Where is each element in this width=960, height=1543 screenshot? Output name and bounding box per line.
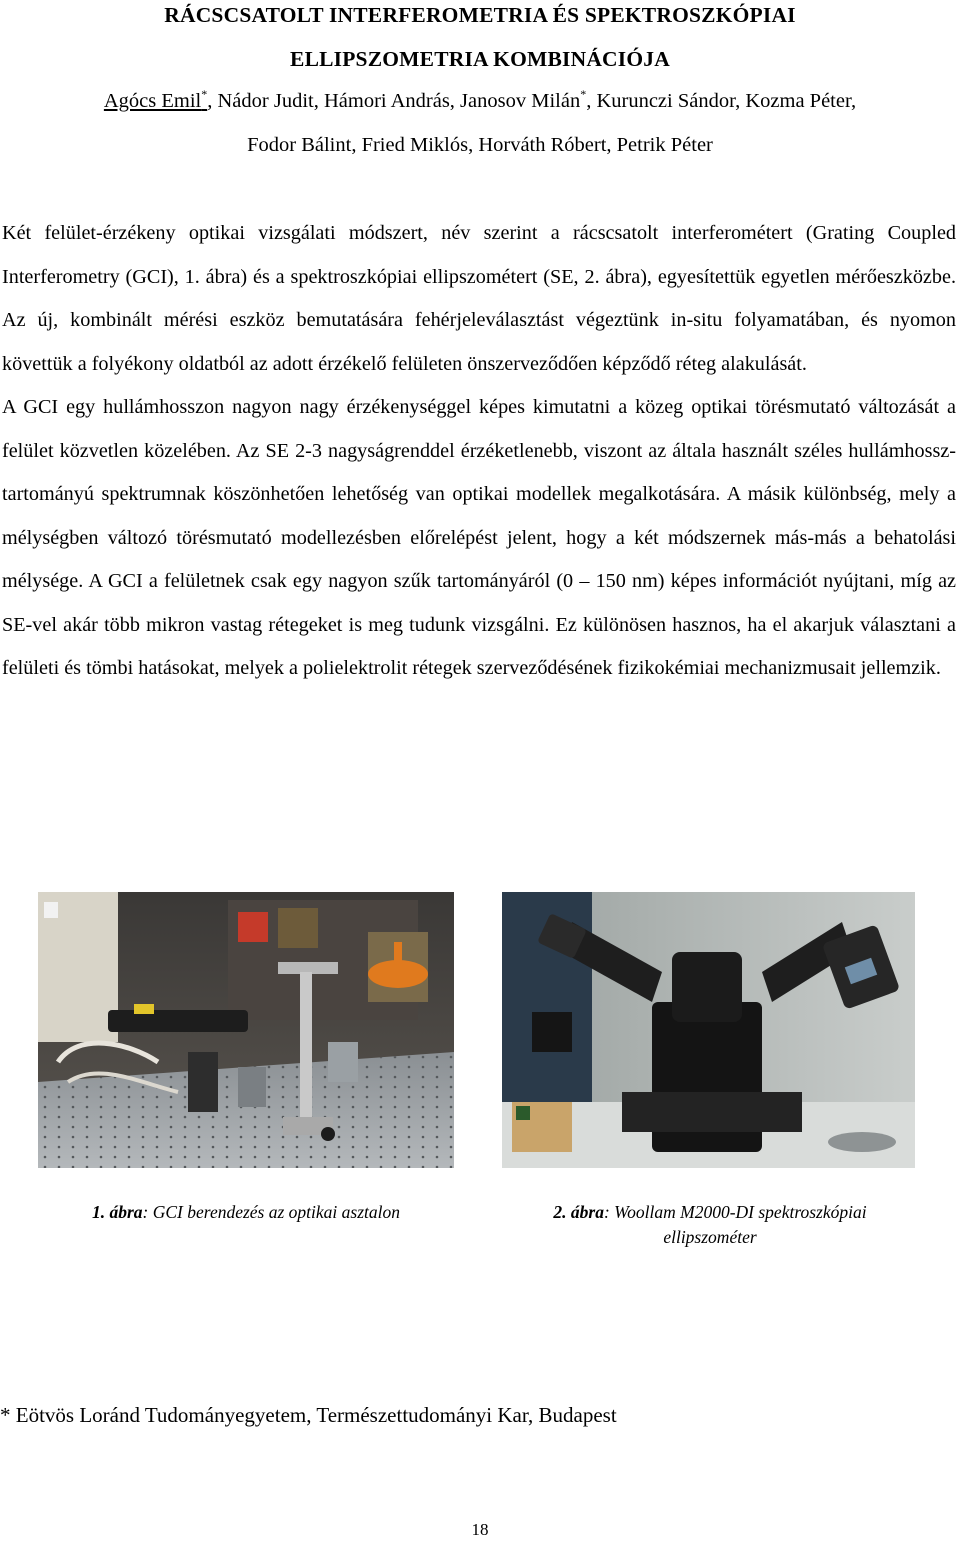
page-number: 18 [471, 1520, 489, 1539]
figure-2-caption: 2. ábra: Woollam M2000-DI spektroszkópiai ellipszométer [553, 1202, 867, 1247]
paper-title-line-1: RÁCSCSATOLT INTERFEROMETRIA ÉS SPEKTROSZKÓPIAI [164, 3, 796, 27]
figure-1-caption: 1. ábra: GCI berendezés az optikai asztalon [91, 1202, 400, 1222]
figure-1-label: 1. ábra [91, 1202, 143, 1222]
paper-title-line-2: ELLIPSZOMETRIA KOMBINÁCIÓJA [290, 47, 670, 71]
first-author: Agócs Emil* [103, 87, 208, 112]
affiliation-mark: * [580, 87, 587, 101]
figure-2-ellipsometer-photo [502, 892, 915, 1168]
figure-1-gci-photo [38, 892, 454, 1168]
paragraph-1: Két felület-érzékeny optikai vizsgálati módszert, név szerint a rácscsatolt interferométert (Grating Coupled Interferometry (GCI), 1. ábra) és a spektroszkópiai ellipszométert (SE, 2. ábra), egyesítettük egyetlen mérőeszközbe. Az új, kombinált mérési eszköz bemutatására fehérjeleválasztást végeztünk in-situ folyamatában, és nyomon követtük a folyékony oldatból az adott érzékelő felületen önszerveződően képződő réteg alakulását. [2, 222, 956, 375]
body-text [2, 212, 956, 691]
paragraph-2: A GCI egy hullámhosszon nagyon nagy érzékenységgel képes kimutatni a közeg optikai törésmutató változását a felület közvetlen közelében. Az SE 2-3 nagyságrenddel érzéketlenebb, viszont az általa használt széles hullámhossz-tartományú spektrumnak köszönhetően lehetőség van optikai modellek megalkotására. A másik különbség, mely a mélységben változó törésmutató modellezésben előrelépést jelent, hogy a két módszernek más-más a behatolási mélysége. A GCI a felületnek csak egy nagyon szűk tartományáról (0 – 150 nm) képes információt nyújtani, míg az SE-vel akár több mikron vastag rétegeket is meg tudunk vizsgálni. Ez különösen hasznos, ha el akarjuk választani a felületi és tömbi hatásokat, melyek a polielektrolit rétegek szerveződésének fizikokémiai mechanizmusait jellemzik. [2, 396, 956, 679]
gci-setup-illustration [38, 892, 454, 1168]
author-line-1: Agócs Emil*, Nádor Judit, Hámori András, Janosov Milán*, Kurunczi Sándor, Kozma Péter, [103, 87, 857, 112]
ellipsometer-illustration [502, 892, 915, 1168]
author-line-2: Fodor Bálint, Fried Miklós, Horváth Róbert, Petrik Péter [247, 134, 713, 156]
figure-2-label: 2. ábra [553, 1202, 604, 1222]
affiliation-footnote: * Eötvös Loránd Tudományegyetem, Természettudományi Kar, Budapest [0, 1403, 617, 1427]
